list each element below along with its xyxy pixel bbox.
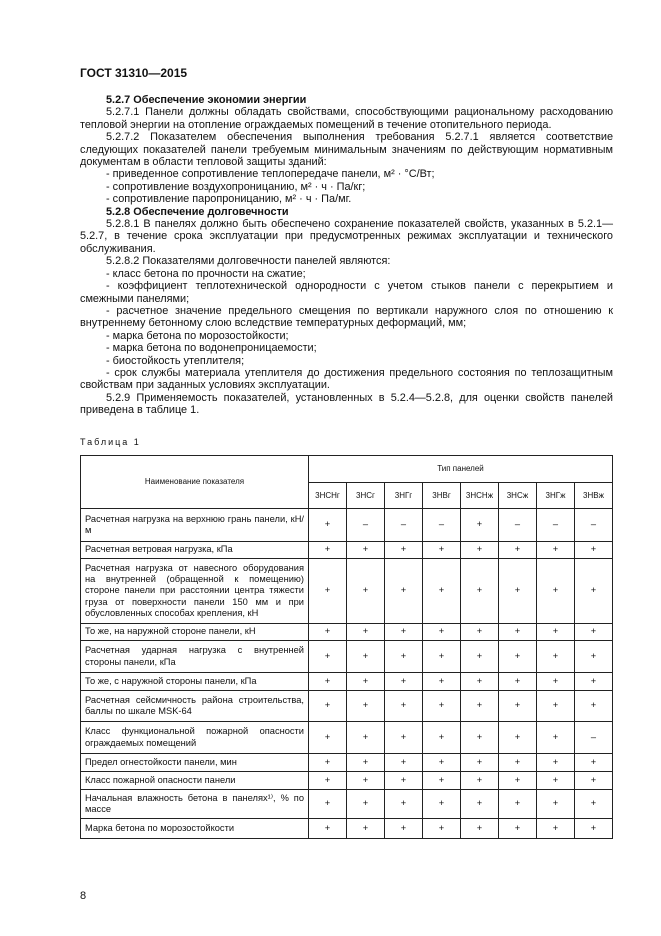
applicability-cell: + xyxy=(347,819,385,839)
applicability-cell: – xyxy=(423,509,461,542)
page-number: 8 xyxy=(80,890,87,902)
paragraph: 5.2.8.2 Показателями долговечности панелей являются: xyxy=(106,255,391,268)
paragraph: 5.2.9 Применяемость показателей, установленных в 5.2.4—5.2.8, для оценки свойств панелей приведена в таблице 1. xyxy=(80,391,613,417)
panel-type-column-header: 3НГг xyxy=(385,483,423,509)
applicability-cell: + xyxy=(461,819,499,839)
applicability-cell: + xyxy=(499,691,537,722)
panel-type-column-header: 3НСг xyxy=(347,483,385,509)
applicability-cell: + xyxy=(537,790,575,819)
paragraph: 5.2.8.1 В панелях должно быть обеспечено сохранение показателей свойств, указанных в 5.2.1—5.2.7, в течение срока эксплуатации при предусмотренных режимах эксплуатации и технического обслуживания. xyxy=(80,218,613,255)
indicator-name: Класс функциональной пожарной опасности ограждаемых помещений xyxy=(81,722,309,754)
applicability-cell: + xyxy=(423,559,461,624)
applicability-cell: + xyxy=(461,754,499,772)
applicability-cell: + xyxy=(499,624,537,641)
list-item: - приведенное сопротивление теплопередаче панели, м² · °С/Вт; xyxy=(106,168,435,181)
indicator-name: Марка бетона по морозостойкости xyxy=(81,819,309,839)
applicability-cell: + xyxy=(423,691,461,722)
applicability-cell: + xyxy=(423,641,461,673)
panel-type-column-header: 3НСНж xyxy=(461,483,499,509)
section-heading: 5.2.8 Обеспечение долговечности xyxy=(106,205,289,218)
applicability-cell: + xyxy=(347,754,385,772)
applicability-cell: + xyxy=(385,722,423,754)
applicability-cell: + xyxy=(309,772,347,790)
applicability-cell: + xyxy=(461,772,499,790)
panel-type-column-header: 3НВж xyxy=(575,483,613,509)
table-row xyxy=(81,722,613,754)
section-heading: 5.2.7 Обеспечение экономии энергии xyxy=(106,94,307,106)
applicability-cell: + xyxy=(309,722,347,754)
applicability-cell: + xyxy=(575,624,613,641)
applicability-cell: – xyxy=(575,722,613,754)
applicability-cell: + xyxy=(537,819,575,839)
applicability-cell: + xyxy=(347,641,385,673)
indicator-name: Расчетная сейсмичность района строительства, баллы по шкале MSK-64 xyxy=(81,691,309,722)
table-row xyxy=(81,542,613,559)
applicability-cell: + xyxy=(309,624,347,641)
applicability-cell: + xyxy=(347,559,385,624)
applicability-cell: + xyxy=(499,772,537,790)
applicability-cell: + xyxy=(423,673,461,691)
applicability-cell: + xyxy=(575,772,613,790)
applicability-cell: + xyxy=(309,754,347,772)
applicability-cell: + xyxy=(461,790,499,819)
panel-type-header: Тип панелей xyxy=(309,456,613,483)
applicability-cell: + xyxy=(575,542,613,559)
applicability-cell: + xyxy=(423,624,461,641)
panel-type-column-header: 3НСж xyxy=(499,483,537,509)
indicator-name: То же, с наружной стороны панели, кПа xyxy=(81,673,309,691)
list-item: - сопротивление воздухопроницанию, м² · ч · Па/кг; xyxy=(106,180,366,193)
applicability-cell: + xyxy=(537,624,575,641)
list-item: - марка бетона по морозостойкости; xyxy=(106,329,289,342)
applicability-cell: + xyxy=(309,673,347,691)
applicability-cell: – xyxy=(499,509,537,542)
applicability-cell: + xyxy=(347,772,385,790)
applicability-cell: + xyxy=(347,790,385,819)
applicability-cell: + xyxy=(385,641,423,673)
applicability-cell: + xyxy=(499,673,537,691)
applicability-cell: + xyxy=(385,673,423,691)
applicability-cell: + xyxy=(461,673,499,691)
applicability-cell: + xyxy=(499,542,537,559)
applicability-table xyxy=(80,455,613,839)
applicability-cell: + xyxy=(499,722,537,754)
applicability-cell: + xyxy=(575,559,613,624)
applicability-cell: + xyxy=(347,624,385,641)
applicability-cell: + xyxy=(537,691,575,722)
list-item: - коэффициент теплотехнической однородности с учетом стыков панели с перекрытием и смежными панелями; xyxy=(80,280,613,305)
applicability-cell: + xyxy=(385,559,423,624)
applicability-cell: – xyxy=(575,509,613,542)
table-row xyxy=(81,772,613,790)
paragraph: 5.2.7.1 Панели должны обладать свойствами, способствующими рациональному расходованию тепловой энергии на отопление ограждаемых помещений в течение отопительного периода. xyxy=(80,106,613,131)
paragraph: 5.2.7.2 Показателем обеспечения выполнения требования 5.2.7.1 является соответствие следующих показателей панели требуемым минимальным значениям по действующим нормативным документам в области тепловой защиты зданий: xyxy=(80,131,613,169)
applicability-cell: + xyxy=(461,509,499,542)
applicability-cell: + xyxy=(309,509,347,542)
applicability-cell: + xyxy=(461,542,499,559)
applicability-cell: + xyxy=(423,754,461,772)
table-row xyxy=(81,509,613,542)
applicability-cell: + xyxy=(423,790,461,819)
indicator-name: Начальная влажность бетона в панелях¹⁾, % по массе xyxy=(81,790,309,819)
applicability-cell: – xyxy=(537,509,575,542)
applicability-cell: + xyxy=(499,790,537,819)
applicability-cell: + xyxy=(537,754,575,772)
applicability-cell: + xyxy=(347,542,385,559)
panel-type-column-header: 3НВг xyxy=(423,483,461,509)
applicability-cell: – xyxy=(347,509,385,542)
applicability-cell: + xyxy=(537,673,575,691)
applicability-cell: + xyxy=(461,641,499,673)
table-row xyxy=(81,641,613,673)
indicator-name: Расчетная нагрузка на верхнюю грань панели, кН/м xyxy=(81,509,309,542)
table-row xyxy=(81,624,613,641)
list-item: - марка бетона по водонепроницаемости; xyxy=(106,342,317,355)
indicator-name: То же, на наружной стороне панели, кН xyxy=(81,624,309,641)
applicability-cell: + xyxy=(385,754,423,772)
list-item: - расчетное значение предельного смещения по вертикали наружного слоя по отношению к внутреннему бетонному слою вследствие температурных деформаций, мм; xyxy=(80,304,613,330)
applicability-cell: + xyxy=(309,641,347,673)
table-row xyxy=(81,559,613,624)
document-header: ГОСТ 31310—2015 xyxy=(80,66,188,80)
applicability-cell: + xyxy=(461,722,499,754)
panel-type-column-header: 3НСНг xyxy=(309,483,347,509)
body-text xyxy=(80,94,613,417)
applicability-cell: + xyxy=(537,722,575,754)
indicator-name: Расчетная нагрузка от навесного оборудования на внутренней (обращенной к помещению) стороне панели при расстоянии центра тяжести груза от поверхности панели 150 мм и при обусловленных способах крепления, кН xyxy=(81,559,309,624)
applicability-cell: + xyxy=(309,542,347,559)
list-item: - сопротивление паропроницанию, м² · ч · Па/мг. xyxy=(106,193,352,206)
applicability-cell: + xyxy=(575,673,613,691)
applicability-cell: + xyxy=(575,691,613,722)
applicability-cell: + xyxy=(575,790,613,819)
applicability-cell: + xyxy=(347,691,385,722)
applicability-cell: + xyxy=(537,542,575,559)
applicability-cell: + xyxy=(537,772,575,790)
applicability-cell: + xyxy=(347,722,385,754)
applicability-cell: + xyxy=(499,754,537,772)
applicability-cell: + xyxy=(423,819,461,839)
applicability-cell: + xyxy=(423,772,461,790)
applicability-cell: + xyxy=(309,559,347,624)
indicator-name: Предел огнестойкости панели, мин xyxy=(81,754,309,772)
applicability-cell: + xyxy=(499,819,537,839)
table-row xyxy=(81,673,613,691)
applicability-cell: + xyxy=(537,641,575,673)
applicability-cell: + xyxy=(499,641,537,673)
table-row xyxy=(81,691,613,722)
name-column-header: Наименование показателя xyxy=(81,456,309,509)
applicability-cell: + xyxy=(423,542,461,559)
table-row xyxy=(81,754,613,772)
applicability-cell: + xyxy=(461,624,499,641)
applicability-cell: + xyxy=(309,790,347,819)
list-item: - класс бетона по прочности на сжатие; xyxy=(106,267,306,280)
indicator-name: Класс пожарной опасности панели xyxy=(81,772,309,790)
applicability-cell: + xyxy=(461,691,499,722)
applicability-cell: + xyxy=(385,542,423,559)
table-row xyxy=(81,790,613,819)
applicability-cell: + xyxy=(385,624,423,641)
applicability-cell: + xyxy=(575,754,613,772)
applicability-cell: + xyxy=(575,819,613,839)
panel-type-column-header: 3НГж xyxy=(537,483,575,509)
applicability-cell: + xyxy=(309,691,347,722)
applicability-cell: + xyxy=(537,559,575,624)
applicability-cell: + xyxy=(423,722,461,754)
table-caption: Таблица 1 xyxy=(80,437,141,447)
indicator-name: Расчетная ударная нагрузка с внутренней стороны панели, кПа xyxy=(81,641,309,673)
applicability-cell: + xyxy=(347,673,385,691)
list-item: - срок службы материала утеплителя до достижения предельного состояния по теплозащитным свойствам при заданных условиях эксплуатации. xyxy=(80,366,613,392)
applicability-cell: + xyxy=(461,559,499,624)
applicability-cell: + xyxy=(385,691,423,722)
applicability-cell: + xyxy=(385,819,423,839)
applicability-cell: + xyxy=(575,641,613,673)
indicator-name: Расчетная ветровая нагрузка, кПа xyxy=(81,542,309,559)
applicability-cell: + xyxy=(385,790,423,819)
list-item: - биостойкость утеплителя; xyxy=(106,354,245,367)
applicability-cell: + xyxy=(309,819,347,839)
applicability-cell: – xyxy=(385,509,423,542)
applicability-cell: + xyxy=(499,559,537,624)
applicability-cell: + xyxy=(385,772,423,790)
table-row xyxy=(81,819,613,839)
